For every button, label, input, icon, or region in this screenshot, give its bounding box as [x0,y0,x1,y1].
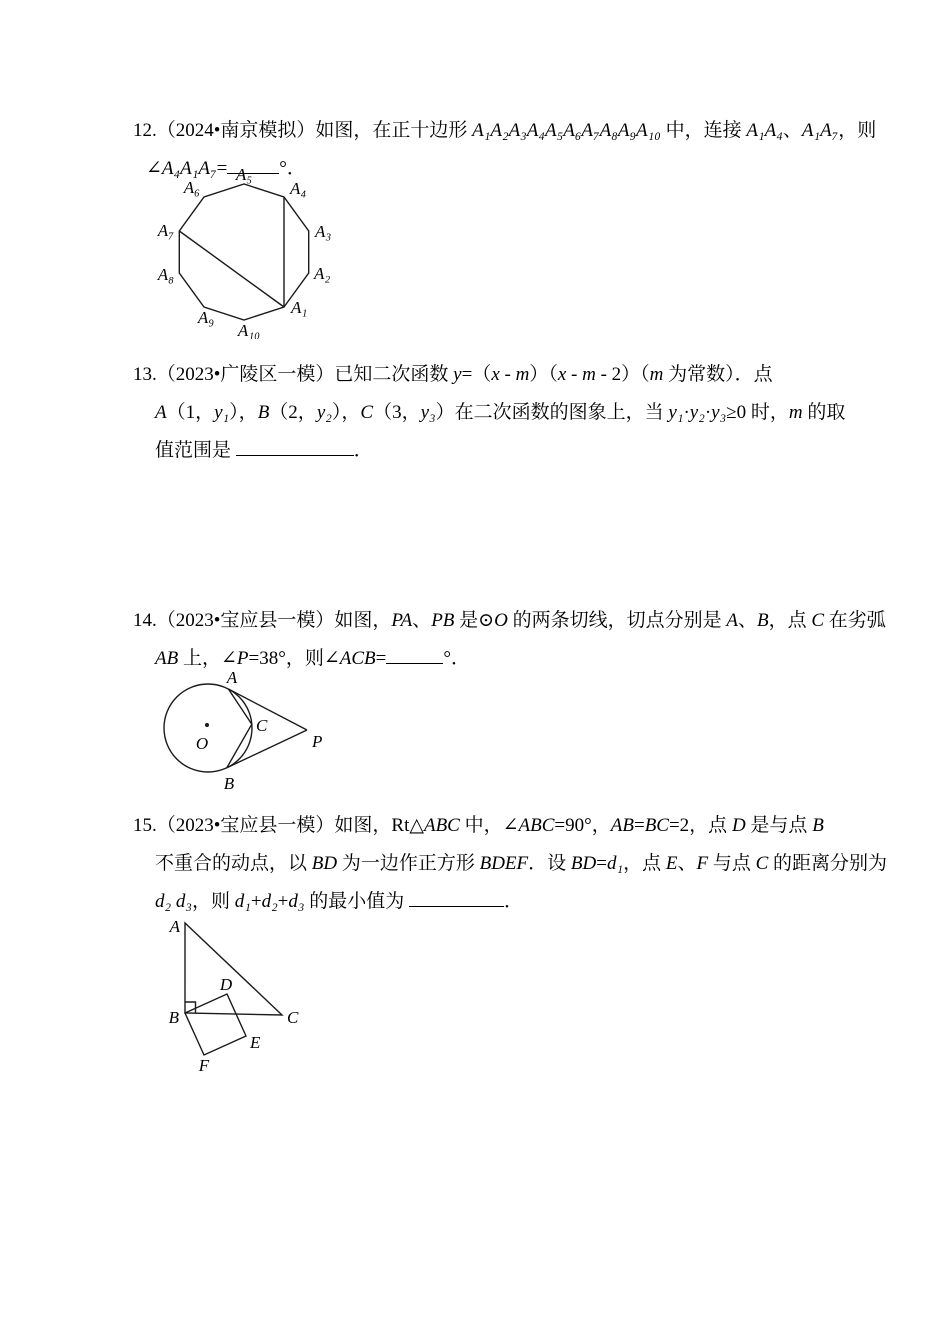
text-segment: （3， [373,402,421,423]
problem-14-text [133,602,886,678]
text-segment: F [696,853,709,874]
text-segment: 、 [737,610,757,631]
tangent-pb [227,730,307,768]
text-segment: A₄A₁A₇ [161,158,217,179]
text-segment: m [515,364,530,385]
circle-tangent-figure [158,668,328,794]
square-bdef [185,994,246,1055]
text-segment: · [704,402,712,423]
text-segment: D [731,815,746,836]
point-label-p: P [312,732,323,751]
text-segment: A₁A₇ [801,120,839,141]
text-segment: ，点 [623,853,666,874]
text-segment: x [557,364,567,385]
text-line [133,845,887,883]
text-segment: ∠ [146,158,162,179]
problem-13-text [133,356,845,470]
text-segment: A₁A₄ [746,120,783,141]
text-segment: m [788,402,803,423]
text-segment: 中，∠ [459,815,519,836]
vertex-label-a8: A₈ [157,265,174,284]
text-segment: BD [570,853,597,874]
text-segment: 12.（2024•南京模拟）如图，在正十边形 [133,120,473,141]
text-segment: d₁ [606,853,624,874]
text-segment: A₁A₂A₃A₄A₅A₆A₇A₈A₉A₁₀ [472,120,661,141]
text-segment: （1， [166,402,215,423]
text-segment: d₃ [288,891,305,912]
text-segment: ． [353,440,373,461]
text-segment: 是与点 [745,815,813,836]
point-label-f: F [198,1056,210,1075]
text-segment: BDEF [479,853,529,874]
text-segment: ABC [423,815,460,836]
text-segment: A [726,610,738,631]
text-segment: 13.（2023•广陵区一模）已知二次函数 [133,364,454,385]
text-segment: y₂ [689,402,705,423]
circle-o [164,684,252,772]
text-segment: B [812,815,824,836]
text-line [133,602,886,640]
text-segment: y₃ [711,402,727,423]
text-segment: - 2）（ [595,364,650,385]
text-segment: + [250,891,262,912]
text-segment: ）， [331,402,361,423]
text-segment: P [236,648,249,669]
text-segment: d₂ [261,891,278,912]
vertex-label-a4: A₄ [290,179,307,198]
answer-blank [409,903,504,907]
point-label-c: C [256,716,268,735]
text-segment: 值范围是 [155,440,236,461]
text-segment: 、 [782,120,802,141]
answer-blank [236,452,354,456]
text-segment: y₁ [668,402,684,423]
text-segment: ABC [518,815,555,836]
center-dot [205,723,209,727]
text-segment: =90°， [554,815,611,836]
text-segment: B [257,402,270,423]
text-segment: C [755,853,769,874]
tangent-pa [228,689,307,730]
text-segment: AB [610,815,634,836]
text-line [133,807,887,845]
text-segment: y [453,364,462,385]
answer-blank [386,660,443,664]
text-segment: 在劣弧 [824,610,886,631]
text-segment: ，则 [838,120,877,141]
text-segment: E [665,853,678,874]
text-segment: AB [155,648,179,669]
point-label-b: B [168,1008,179,1027]
text-line [133,356,845,394]
decagon-figure [148,163,348,339]
vertex-label-a5: A₅ [235,165,253,184]
text-segment: ）（ [529,364,558,385]
text-segment: = [633,815,645,836]
text-segment: 15.（2023•宝应县一模）如图，Rt△ [133,815,424,836]
text-segment: 是⊙ [454,610,495,631]
decagon-outline [179,184,308,320]
text-segment: PA [391,610,413,631]
text-line [133,394,845,432]
text-segment: 上，∠ [178,648,237,669]
vertex-label-a9: A₉ [197,308,215,327]
text-segment: - [566,364,583,385]
text-line [133,112,876,150]
text-segment: 为一边作正方形 [337,853,480,874]
text-segment: d₂ d₃ [155,891,192,912]
vertex-label-a10: A₁₀ [237,321,261,339]
text-segment: · [683,402,690,423]
text-segment: x [491,364,500,385]
text-segment: m [582,364,596,385]
vertex-label-a7: A₇ [157,221,174,240]
point-label-o: O [195,734,209,753]
text-segment: 的距离分别为 [768,853,888,874]
text-segment: ，点 [768,610,812,631]
text-segment: =2，点 [668,815,732,836]
point-label-a: A [169,917,180,936]
text-segment: m [649,364,664,385]
text-segment: = [375,648,387,669]
text-segment: 与点 [708,853,756,874]
vertex-label-a6: A₆ [183,178,200,197]
text-segment: A [155,402,167,423]
point-label-d: D [219,975,233,994]
text-segment: BD [311,853,338,874]
text-segment: = [216,158,228,179]
text-segment: 不重合的动点，以 [155,853,312,874]
chord-ac [228,689,251,724]
point-label-e: E [250,1033,261,1052]
text-segment: （2， [269,402,317,423]
problem-15-text [133,807,887,921]
text-segment: 的取 [802,402,846,423]
point-label-b: B [223,774,235,793]
text-segment: y₂ [316,402,332,423]
text-segment: 中，连接 [660,120,747,141]
text-segment: y₃ [420,402,436,423]
text-segment: 的两条切线，切点分别是 [507,610,727,631]
text-line [133,432,845,470]
text-segment: 为常数）．点 [663,364,773,385]
text-segment: 、 [412,610,432,631]
point-label-a: A [226,668,238,687]
text-segment: PB [431,610,455,631]
text-segment: - [499,364,516,385]
text-segment: ）在二次函数的图象上，当 [435,402,669,423]
vertex-label-a2: A₂ [314,264,331,283]
text-segment: B [756,610,769,631]
text-segment: C [360,402,374,423]
text-segment: ，则 [191,891,235,912]
text-segment: = [596,853,607,874]
text-segment: °． [279,158,306,179]
vertex-label-a1: A₁ [291,298,308,317]
text-segment: ≥0 时， [726,402,789,423]
text-segment: ．设 [528,853,571,874]
triangle-abc [185,923,282,1015]
text-segment: y₁ [214,402,230,423]
text-segment: BC [644,815,669,836]
text-segment: O [494,610,508,631]
text-segment: =（ [461,364,492,385]
text-segment: 14.（2023•宝应县一模）如图， [133,610,392,631]
text-segment: C [811,610,825,631]
text-segment: + [277,891,289,912]
text-segment: °． [443,648,470,669]
text-segment: ）， [229,402,258,423]
text-segment: =38°，则∠ [248,648,340,669]
text-segment: 的最小值为 [304,891,410,912]
triangle-square-figure [160,916,302,1076]
text-segment: 、 [677,853,697,874]
text-segment: d₁ [234,891,251,912]
point-label-c: C [287,1008,299,1027]
vertex-label-a3: A₃ [315,222,332,241]
text-segment: ACB [339,648,376,669]
text-segment: ． [504,891,524,912]
